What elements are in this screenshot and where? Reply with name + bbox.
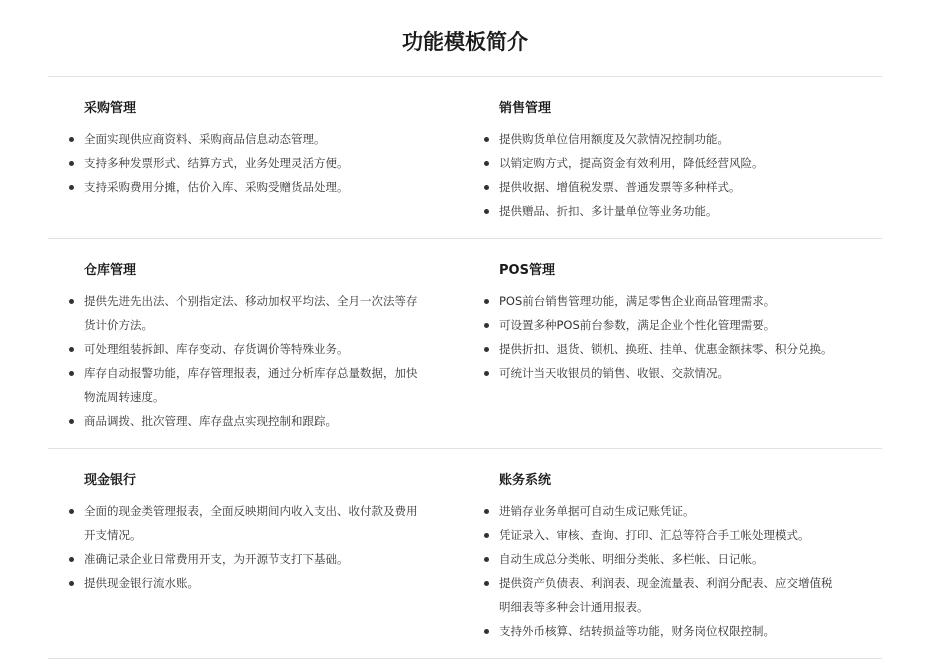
- feature-item: 全面实现供应商资料、采购商品信息动态管理。: [48, 127, 428, 151]
- module-purchase: [48, 99, 428, 199]
- feature-item: 库存自动报警功能，库存管理报表，通过分析库存总量数据，加快物流周转速度。: [48, 361, 428, 409]
- feature-list: [463, 127, 843, 223]
- feature-item: 以销定购方式，提高资金有效利用，降低经营风险。: [463, 151, 843, 175]
- feature-item: 支持采购费用分摊，估价入库、采购受赠货品处理。: [48, 175, 428, 199]
- module-title: 现金银行: [84, 473, 137, 488]
- feature-item: 可处理组装拆卸、库存变动、存货调价等特殊业务。: [48, 337, 428, 361]
- feature-item: POS前台销售管理功能，满足零售企业商品管理需求。: [463, 289, 843, 313]
- feature-item: 提供购货单位信用额度及欠款情况控制功能。: [463, 127, 843, 151]
- feature-list: [48, 289, 428, 433]
- feature-item: 进销存业务单据可自动生成记账凭证。: [463, 499, 843, 523]
- feature-item: 凭证录入、审核、查询、打印、汇总等符合手工帐处理模式。: [463, 523, 843, 547]
- feature-item: 提供先进先出法、个别指定法、移动加权平均法、全月一次法等存货计价方法。: [48, 289, 428, 337]
- module-cash-bank: [48, 471, 428, 595]
- feature-item: 可统计当天收银员的销售、收银、交款情况。: [463, 361, 843, 385]
- divider: [48, 76, 882, 77]
- feature-item: 提供资产负债表、利润表、现金流量表、利润分配表、应交增值税明细表等多种会计通用报表。: [463, 571, 843, 619]
- feature-item: 提供现金银行流水账。: [48, 571, 428, 595]
- feature-item: 支持多种发票形式、结算方式，业务处理灵活方便。: [48, 151, 428, 175]
- feature-item: 自动生成总分类帐、明细分类帐、多栏帐、日记帐。: [463, 547, 843, 571]
- module-title: POS管理: [499, 263, 555, 278]
- module-sales: [463, 99, 843, 223]
- feature-item: 支持外币核算、结转损益等功能，财务岗位权限控制。: [463, 619, 843, 643]
- feature-item: 提供折扣、退货、锁机、换班、挂单、优惠金额抹零、积分兑换。: [463, 337, 843, 361]
- divider: [48, 448, 882, 449]
- feature-list: [48, 127, 428, 199]
- feature-list: [463, 289, 843, 385]
- feature-item: 提供收据、增值税发票、普通发票等多种样式。: [463, 175, 843, 199]
- feature-list: [463, 499, 843, 643]
- module-title: 销售管理: [499, 101, 552, 116]
- module-warehouse: [48, 261, 428, 433]
- module-accounting: [463, 471, 843, 643]
- feature-item: 准确记录企业日常费用开支，为开源节支打下基础。: [48, 547, 428, 571]
- feature-item: 提供赠品、折扣、多计量单位等业务功能。: [463, 199, 843, 223]
- divider: [48, 238, 882, 239]
- module-title: 仓库管理: [84, 263, 137, 278]
- feature-item: 商品调拨、批次管理、库存盘点实现控制和跟踪。: [48, 409, 428, 433]
- feature-list: [48, 499, 428, 595]
- page-title: 功能模板简介: [402, 30, 528, 54]
- divider: [48, 658, 882, 659]
- module-title: 账务系统: [499, 473, 552, 488]
- feature-item: 全面的现金类管理报表，全面反映期间内收入支出、收付款及费用开支情况。: [48, 499, 428, 547]
- module-pos: [463, 261, 843, 385]
- feature-item: 可设置多种POS前台参数，满足企业个性化管理需要。: [463, 313, 843, 337]
- module-title: 采购管理: [84, 101, 137, 116]
